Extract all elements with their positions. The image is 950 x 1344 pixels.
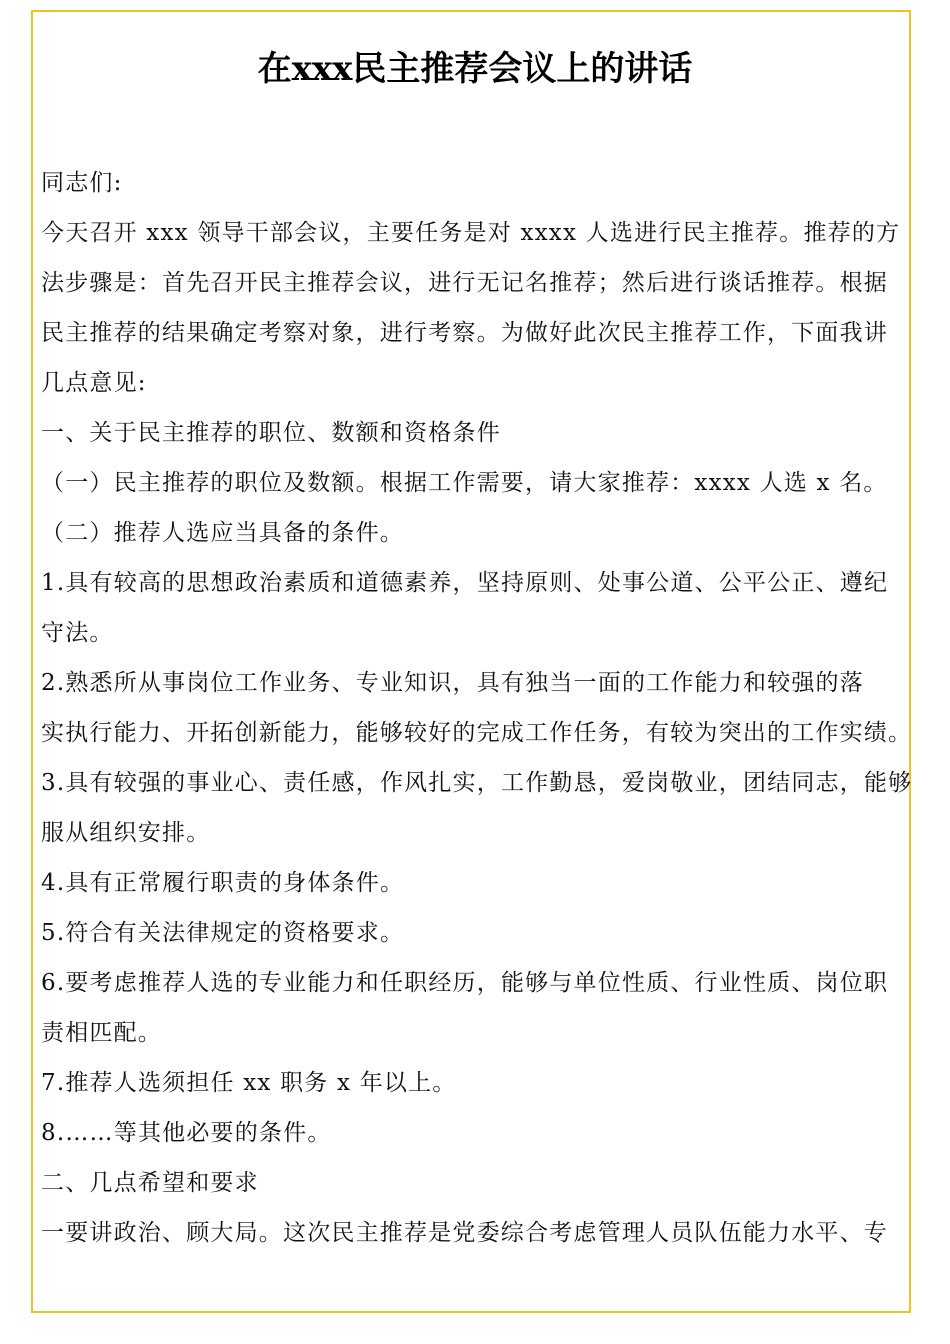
document-body (41, 158, 913, 1258)
list-item-1: 1.具有较高的思想政治素质和道德素养，坚持原则、处事公道、公平公正、遵纪 (41, 570, 889, 596)
document-title: 在xxx民主推荐会议上的讲话 (257, 49, 693, 89)
list-item-1-cont: 守法。 (41, 620, 114, 646)
list-item-4: 4.具有正常履行职责的身体条件。 (41, 870, 405, 896)
subsection-heading-2: （二）推荐人选应当具备的条件。 (41, 520, 404, 546)
list-item-3: 3.具有较强的事业心、责任感，作风扎实，工作勤恳，爱岗敬业，团结同志，能够 (41, 770, 913, 796)
paragraph-line: 一要讲政治、顾大局。这次民主推荐是党委综合考虑管理人员队伍能力水平、专 (41, 1220, 888, 1246)
list-item-7: 7.推荐人选须担任 xx 职务 x 年以上。 (41, 1070, 457, 1096)
list-item-6-cont: 责相匹配。 (41, 1020, 162, 1046)
paragraph-line: 民主推荐的结果确定考察对象，进行考察。为做好此次民主推荐工作，下面我讲 (41, 320, 888, 346)
subsection-heading-1: （一）民主推荐的职位及数额。根据工作需要，请大家推荐：xxxx 人选 x 名。 (41, 470, 888, 496)
paragraph-line: 法步骤是：首先召开民主推荐会议，进行无记名推荐；然后进行谈话推荐。根据 (41, 270, 888, 296)
list-item-2-cont: 实执行能力、开拓创新能力，能够较好的完成工作任务，有较为突出的工作实绩。 (41, 720, 913, 746)
list-item-2: 2.熟悉所从事岗位工作业务、专业知识，具有独当一面的工作能力和较强的落 (41, 670, 864, 696)
section-heading-1: 一、关于民主推荐的职位、数额和资格条件 (41, 420, 501, 446)
list-item-3-cont: 服从组织安排。 (41, 820, 211, 846)
section-heading-2: 二、几点希望和要求 (41, 1170, 259, 1196)
list-item-5: 5.符合有关法律规定的资格要求。 (41, 920, 405, 946)
list-item-6: 6.要考虑推荐人选的专业能力和任职经历，能够与单位性质、行业性质、岗位职 (41, 970, 889, 996)
salutation: 同志们: (41, 170, 123, 196)
paragraph-line: 几点意见: (41, 370, 147, 396)
list-item-8: 8.……等其他必要的条件。 (41, 1120, 332, 1146)
paragraph-line: 今天召开 xxx 领导干部会议，主要任务是对 xxxx 人选进行民主推荐。推荐的方 (41, 220, 901, 246)
